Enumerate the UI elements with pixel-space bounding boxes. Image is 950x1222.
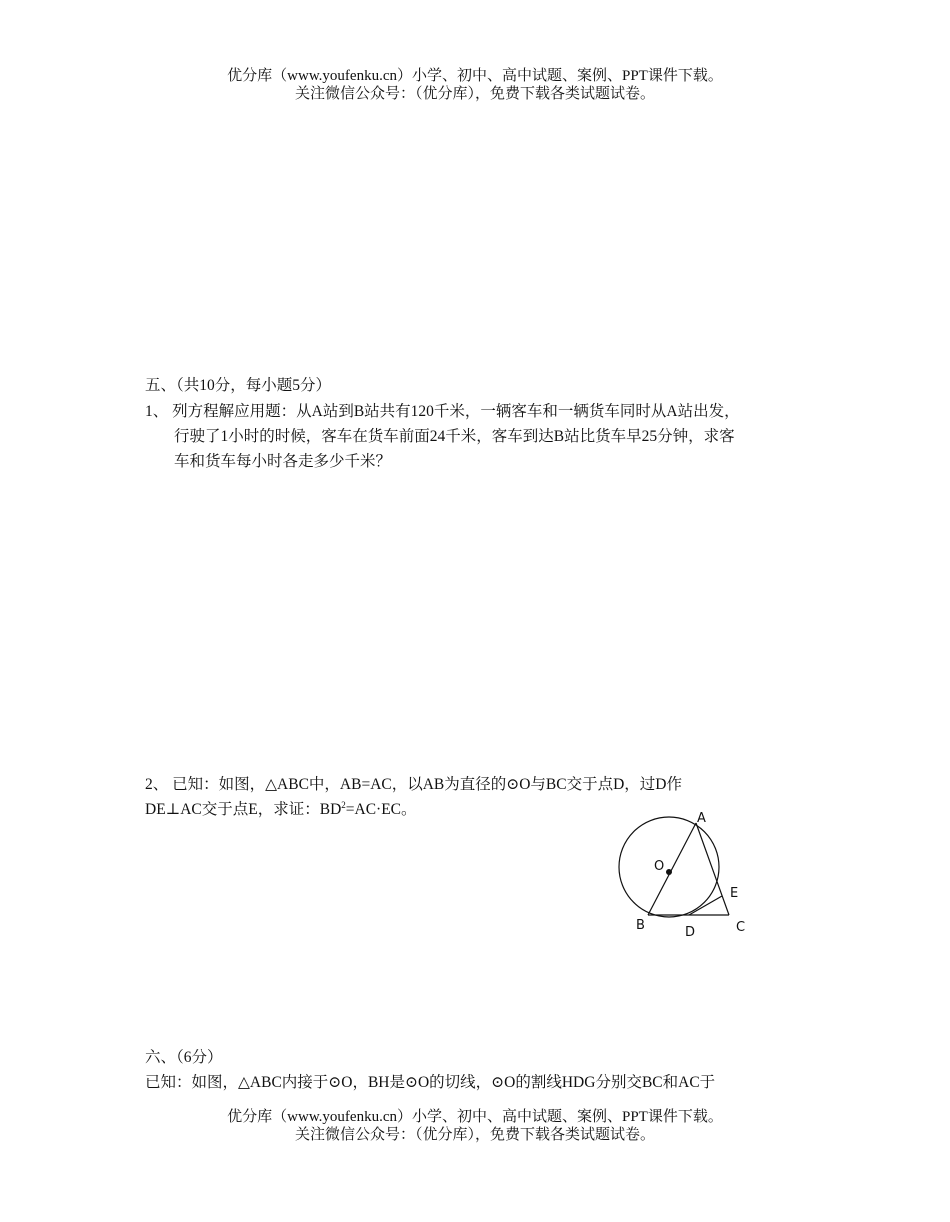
section-6-heading: 六、（6分） xyxy=(145,1049,223,1066)
question-2-line-2-end: =AC·EC。 xyxy=(345,801,417,818)
label-o: O xyxy=(654,859,665,874)
question-1-line-3: 车和货车每小时各走多少千米？ xyxy=(174,453,392,470)
page-header xyxy=(0,67,950,103)
label-a: A xyxy=(697,811,706,826)
geometry-figure xyxy=(600,800,780,950)
superscript-2: 2 xyxy=(341,799,346,810)
label-e: E xyxy=(730,886,739,901)
header-line-1: 优分库（www.youfenku.cn）小学、初中、高中试题、案例、PPT课件下载。 xyxy=(227,68,723,84)
question-2-line-1: 2、 已知：如图，△ABC中，AB=AC，以AB为直径的⊙O与BC交于点D，过D作 xyxy=(145,776,682,793)
section-5-heading: 五、（共10分，每小题5分） xyxy=(145,377,332,394)
question-2-line-2-text: DE⊥AC交于点E，求证：BD xyxy=(145,801,342,818)
footer-line-2: 关注微信公众号：（优分库），免费下载各类试题试卷。 xyxy=(294,1127,655,1143)
page-footer xyxy=(0,1108,950,1144)
label-d: D xyxy=(685,925,696,940)
header-line-2: 关注微信公众号：（优分库），免费下载各类试题试卷。 xyxy=(294,86,655,102)
label-c: C xyxy=(736,920,746,935)
footer-line-1: 优分库（www.youfenku.cn）小学、初中、高中试题、案例、PPT课件下载。 xyxy=(227,1109,723,1125)
label-b: B xyxy=(636,918,645,933)
segment-de xyxy=(689,896,722,915)
question-1-line-2: 行驶了1小时的时候，客车在货车前面24千米，客车到达B站比货车早25分钟，求客 xyxy=(174,428,735,445)
center-dot xyxy=(666,869,672,875)
question-1-line-1: 1、 列方程解应用题：从A站到B站共有120千米，一辆客车和一辆货车同时从A站出发， xyxy=(145,403,740,420)
section-6-line-1: 已知：如图，△ABC内接于⊙O，BH是⊙O的切线，⊙O的割线HDG分别交BC和AC于 xyxy=(145,1074,716,1091)
question-2-line-2 xyxy=(145,800,417,820)
circle-o xyxy=(619,817,719,917)
